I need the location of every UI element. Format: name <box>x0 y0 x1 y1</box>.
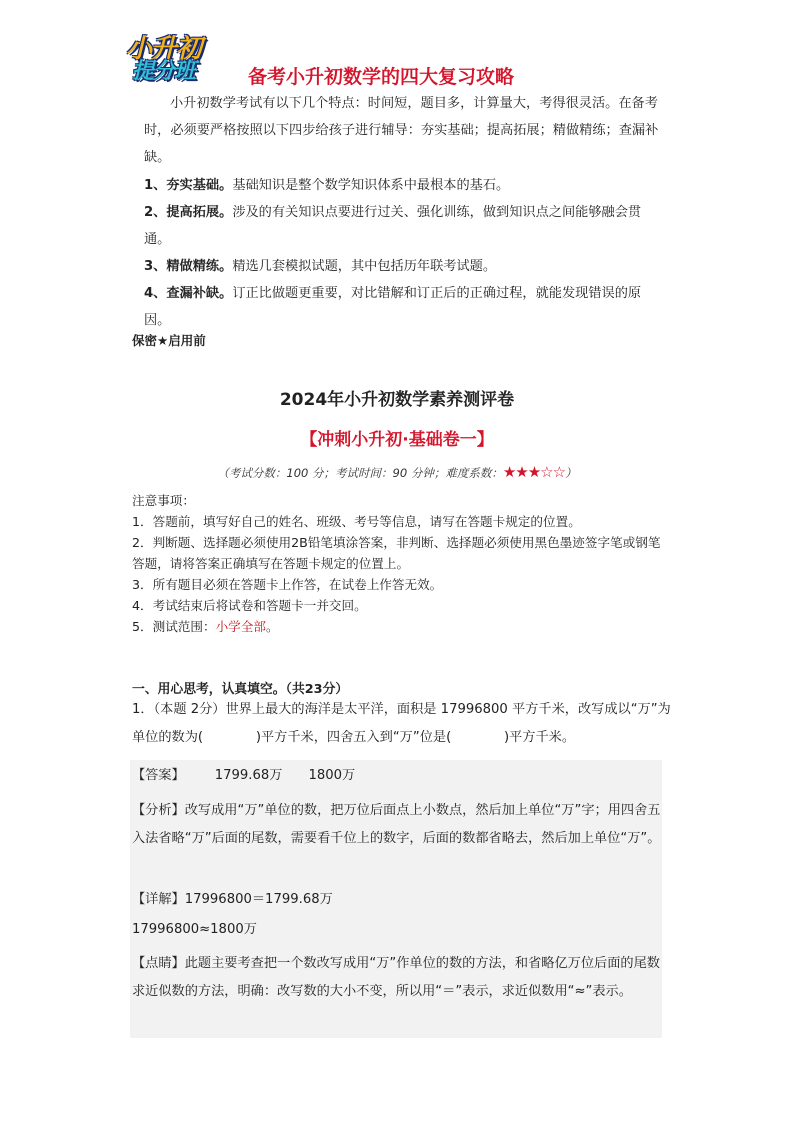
answer-line: 【答案】 1799.68万 1800万 <box>132 768 356 783</box>
notes-heading: 注意事项： <box>132 493 195 508</box>
exam-notes <box>132 490 672 637</box>
exam-title: 2024年小升初数学素养测评卷 <box>279 390 515 410</box>
notes-item: 1．答题前，填写好自己的姓名、班级、考号等信息，请写在答题卡规定的位置。 <box>132 514 581 529</box>
comment: 【点睛】此题主要考查把一个数改写成用“万”作单位的数的方法，和省略亿万位后面的尾数求近似数的方法，明确：改写数的大小不变，所以用“＝”表示，求近似数用“≈”表示。 <box>132 956 660 999</box>
guide-step-4: 4、查漏补缺。订正比做题更重要，对比错解和订正后的正确过程，就能发现错误的原因。 <box>144 286 642 328</box>
detail-line-2: 17996800≈1800万 <box>132 922 257 937</box>
logo-line2: 提分班 <box>132 59 196 84</box>
guide-intro: 小升初数学考试有以下几个特点：时间短，题目多，计算量大，考得很灵活。在备考时，必须要严格按照以下四步给孩子进行辅导：夯实基础；提高拓展；精做精练；查漏补缺。 <box>144 96 659 165</box>
exam-subtitle: 【冲刺小升初·基础卷一】 <box>300 430 494 450</box>
guide-title: 备考小升初数学的四大复习攻略 <box>248 66 515 88</box>
logo-line1: 小升初 <box>126 34 202 64</box>
confidential-label: 保密★启用前 <box>132 333 206 348</box>
notes-item: 3．所有题目必须在答题卡上作答，在试卷上作答无效。 <box>132 577 443 592</box>
guide-step-3: 3、精做精练。精选几套模拟试题，其中包括历年联考试题。 <box>144 259 497 274</box>
notes-item: 5．测试范围：小学全部。 <box>132 619 279 634</box>
difficulty-stars: ★★★☆☆ <box>502 463 566 481</box>
logo <box>124 28 210 82</box>
section-heading: 一、用心思考，认真填空。（共23分） <box>132 682 349 697</box>
question-1: 1．（本题 2分）世界上最大的海洋是太平洋，面积是 17996800 平方千米，改写成以“万”为单位的数为( )平方千米，四舍五入到“万”位是( )平方千米。 <box>132 702 671 745</box>
guide-step-1: 1、夯实基础。基础知识是整个数学知识体系中最根本的基石。 <box>144 178 510 193</box>
guide-step-2: 2、提高拓展。涉及的有关知识点要进行过关、强化训练，做到知识点之间能够融会贯通。 <box>144 205 642 247</box>
notes-item: 4．考试结束后将试卷和答题卡一并交回。 <box>132 598 367 613</box>
detail-line-1: 【详解】17996800＝1799.68万 <box>132 892 333 907</box>
exam-info: （考试分数：100 分；考试时间：90 分钟；难度系数：★★★☆☆） <box>217 463 577 481</box>
notes-item: 2．判断题、选择题必须使用2B铅笔填涂答案，非判断、选择题必须使用黑色墨迹签字笔或钢笔答题，请将答案正确填写在答题卡规定的位置上。 <box>132 535 661 571</box>
analysis: 【分析】改写成用“万”单位的数，把万位后面点上小数点，然后加上单位“万”字；用四舍五入法省略“万”后面的尾数，需要看千位上的数字，后面的数都省略去，然后加上单位“万”。 <box>132 803 661 846</box>
